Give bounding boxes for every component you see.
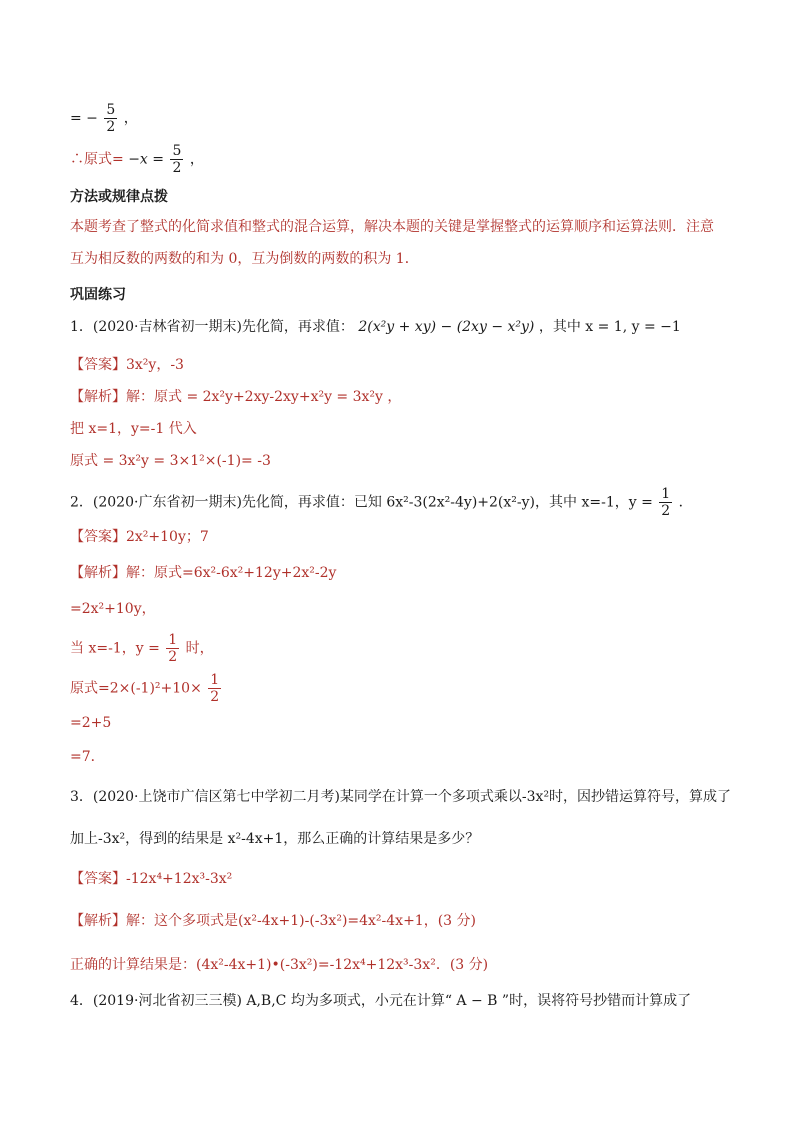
equation-text: ，	[189, 151, 204, 168]
analysis-text: 解：这个多项式是(x²-4x+1)-(-3x²)=4x²-4x+1，(3 分)	[126, 913, 476, 929]
question-3-analysis-2: 正确的计算结果是：(4x²-4x+1)•(-3x²)=-12x⁴+12x³-3x²．(3 分)	[70, 957, 489, 973]
question-2-analysis-5: =2+5	[70, 715, 112, 731]
question-4-stem: 4．(2019·河北省初三三模) A,B,C 均为多项式，小元在计算“ A − B ”时，误将符号抄错而计算成了	[70, 993, 692, 1009]
question-1-answer	[70, 356, 184, 374]
equation-text: = −	[70, 110, 98, 127]
equation-text: ∴原式=	[70, 151, 124, 168]
question-3-analysis-1	[70, 912, 476, 930]
analysis-label: 【解析】	[70, 565, 126, 581]
question-2-stem	[70, 486, 693, 519]
answer-label: 【答案】	[70, 357, 126, 373]
question-1-analysis-2: 把 x=1，y=-1 代入	[70, 421, 197, 437]
question-2-analysis-6: =7．	[70, 749, 105, 765]
question-2-answer	[70, 528, 209, 546]
method-heading: 方法或规律点拨	[70, 189, 168, 205]
answer-label: 【答案】	[70, 529, 126, 545]
fraction: $\frac{5}{2}$	[106, 102, 116, 135]
fraction: $\frac{1}{2}$	[210, 672, 220, 705]
question-2-analysis-3	[70, 632, 214, 665]
question-2-analysis-2: =2x²+10y，	[70, 601, 156, 617]
method-text-2: 互为相反数的两数的和为 0，互为倒数的两数的积为 1．	[70, 251, 419, 267]
analysis-text: 当 x=-1，y =	[70, 640, 160, 657]
equation-text: −x =	[128, 151, 164, 168]
analysis-text: 原式=2×(-1)²+10×	[70, 680, 202, 697]
analysis-text: 解：原式=6x²-6x²+12y+2x²-2y	[126, 565, 337, 581]
question-1-stem	[70, 318, 681, 336]
question-2-analysis-4	[70, 672, 223, 705]
question-3-stem-1: 3．(2020·上饶市广信区第七中学初二月考)某同学在计算一个多项式乘以-3x²时，因抄错运算符号，算成了	[70, 789, 732, 805]
question-3-stem-2: 加上-3x²，得到的结果是 x²-4x+1，那么正确的计算结果是多少？	[70, 831, 480, 847]
analysis-label: 【解析】	[70, 389, 126, 405]
practice-heading: 巩固练习	[70, 287, 126, 303]
fraction: $\frac{1}{2}$	[168, 632, 178, 665]
answer-text: 2x²+10y；7	[126, 529, 209, 545]
question-1-analysis-1	[70, 388, 401, 406]
question-text: 2．(2020·广东省初一期末)先化简，再求值：已知 6x²-3(2x²-4y)+2(x²-y)，其中 x=-1，y =	[70, 494, 653, 511]
method-text-1: 本题考查了整式的化简求值和整式的混合运算，解决本题的关键是掌握整式的运算顺序和运算法则．注意	[70, 219, 714, 235]
question-3-answer	[70, 870, 232, 888]
question-2-analysis-1	[70, 564, 336, 582]
equation-text: ，	[123, 110, 138, 127]
answer-text: -12x⁴+12x³-3x²	[126, 871, 233, 887]
question-text: 1．(2020·吉林省初一期末)先化简，再求值：	[70, 319, 354, 335]
fraction: $\frac{1}{2}$	[661, 486, 671, 519]
fraction: $\frac{5}{2}$	[172, 143, 182, 176]
analysis-text: 时，	[185, 640, 214, 657]
answer-text: 3x²y，-3	[126, 357, 184, 373]
result-line-1	[70, 102, 138, 135]
result-line-2	[70, 143, 204, 176]
question-text: ．	[678, 494, 693, 511]
question-1-analysis-3: 原式 = 3x²y = 3×1²×(-1)= -3	[70, 453, 271, 469]
math-expression: 2(x²y + xy) − (2xy − x²y)	[358, 319, 535, 335]
answer-label: 【答案】	[70, 871, 126, 887]
analysis-label: 【解析】	[70, 913, 126, 929]
question-condition: ，其中 x = 1, y = −1	[538, 319, 681, 335]
analysis-text: 解：原式 = 2x²y+2xy-2xy+x²y = 3x²y ，	[126, 389, 402, 405]
